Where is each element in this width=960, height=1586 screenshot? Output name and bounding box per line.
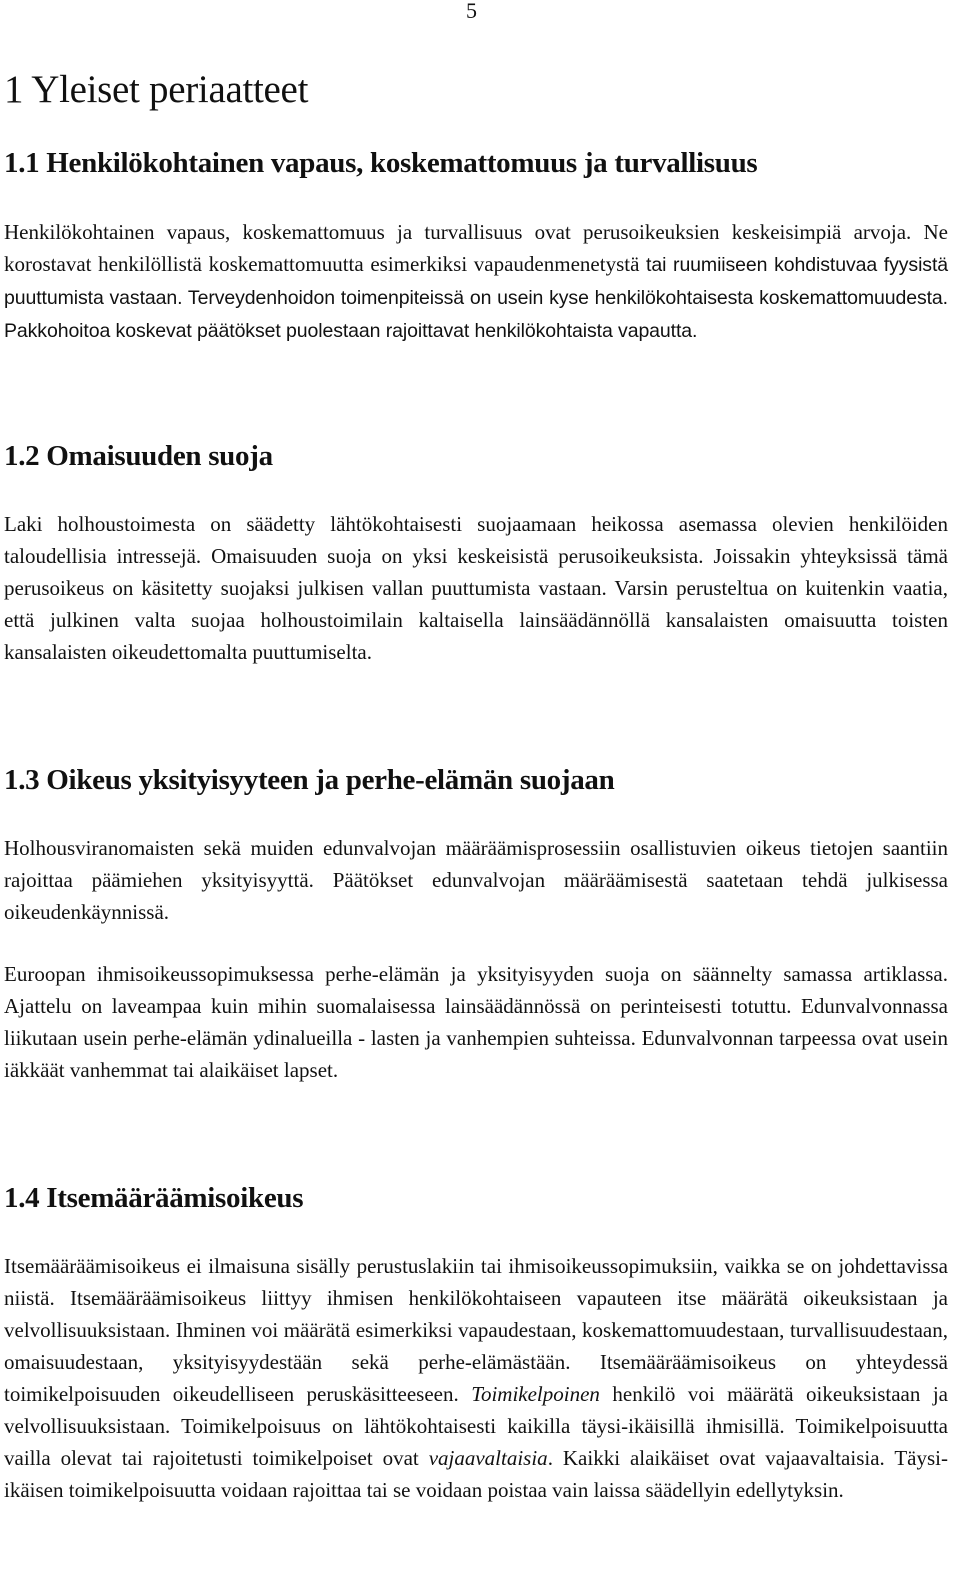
- section-title-1-2: 1.2 Omaisuuden suoja: [4, 440, 273, 472]
- italic-term-toimikelpoinen: Toimikelpoinen: [471, 1382, 600, 1406]
- paragraph-text: Henkilökohtainen vapaus, koskemattomuus ja turvallisuus ovat perusoikeuksien keskeisimpiä arvoja. Ne korostavat henkilöllistä koskemattomuutta esimerkiksi vapaudenmenetystä: [4, 220, 948, 276]
- section-1-3-paragraph-1: Holhousviranomaisten sekä muiden edunvalvojan määräämisprosessiin osallistuvien oikeus tietojen saantiin rajoittaa päämiehen yksityisyyttä. Päätökset edunvalvojan määräämisestä saatetaan tehdä julkisessa oikeudenkäynnissä.: [4, 836, 948, 924]
- italic-term-vajaavaltaisia: vajaavaltaisia: [428, 1446, 548, 1470]
- section-1-3-paragraph-2: Euroopan ihmisoikeussopimuksessa perhe-elämän ja yksityisyyden suoja on säännelty samassa artiklassa. Ajattelu on laveampaa kuin mihin suomalaisessa lainsäädännössä on perinteisesti totuttu. Edunvalvonnassa liikutaan usein perhe-elämän ydinalueilla - lasten ja vanhempien suhteissa. Edunvalvonnan tarpeessa ovat usein iäkkäät vanhemmat tai alaikäiset lapset.: [4, 962, 948, 1082]
- chapter-title: 1 Yleiset periaatteet: [4, 68, 309, 111]
- section-1-1-paragraph: [4, 216, 948, 347]
- section-title-1-4: 1.4 Itsemääräämisoikeus: [4, 1182, 304, 1214]
- paragraph-text-sans: tai ruumiiseen kohdistuvaa fyysistä puuttumista vastaan. Terveydenhoidon toimenpiteissä on usein kyse henkilökohtaisesta koskemattomuudesta. Pakkohoitoa koskevat päätökset puolestaan rajoittavat henkilökohtaista vapautta.: [4, 254, 949, 342]
- section-title-1-3: 1.3 Oikeus yksityisyyteen ja perhe-elämän suojaan: [4, 764, 615, 796]
- paragraph-text: Itsemääräämisoikeus ei ilmaisuna sisälly perustuslakiin tai ihmisoikeussopimuksiin, vaikka se on johdettavissa niistä. Itsemääräämisoikeus liittyy ihmisen henkilökohtaiseen vapauteen itse määrätä oikeuksistaan ja velvollisuuksistaan. Ihminen voi määrätä esimerkiksi vapaudestaan, koskemattomuudestaan, turvallisuudestaan, omaisuudestaan, yksityisyydestään sekä perhe-elämästään. Itsemääräämisoikeus on yhteydessä toimikelpoisuuden oikeudelliseen peruskäsitteeseen.: [4, 1254, 948, 1406]
- section-title-1-1: 1.1 Henkilökohtainen vapaus, koskemattomuus ja turvallisuus: [4, 147, 758, 179]
- paragraph-text: henkilö voi määrätä oikeuksistaan ja velvollisuuksistaan. Toimikelpoisuus on lähtökohtaisesti kaikilla täysi-ikäisillä ihmisillä. Toimikelpoisuutta vailla olevat tai rajoitetusti toimikelpoiset ovat: [4, 1382, 948, 1470]
- paragraph-text: . Kaikki alaikäiset ovat vajaavaltaisia. Täysi-ikäisen toimikelpoisuutta voidaan rajoittaa tai se voidaan poistaa vain laissa säädellyin edellytyksin.: [4, 1446, 948, 1502]
- section-1-4-paragraph: [4, 1250, 948, 1506]
- section-1-2-paragraph: Laki holhoustoimesta on säädetty lähtökohtaisesti suojaamaan heikossa asemassa olevien henkilöiden taloudellisia intressejä. Omaisuuden suoja on yksi keskeisistä perusoikeuksista. Joissakin yhteyksissä tämä perusoikeus on käsitetty suojaksi julkisen vallan puuttumista vastaan. Varsin perusteltua on kuitenkin vaatia, että julkinen valta suojaa holhoustoimilain kaltaisella lainsäädännöllä kansalaisten omaisuutta toisten kansalaisten oikeudettomalta puuttumiselta.: [4, 512, 948, 664]
- page-number: 5: [466, 0, 477, 23]
